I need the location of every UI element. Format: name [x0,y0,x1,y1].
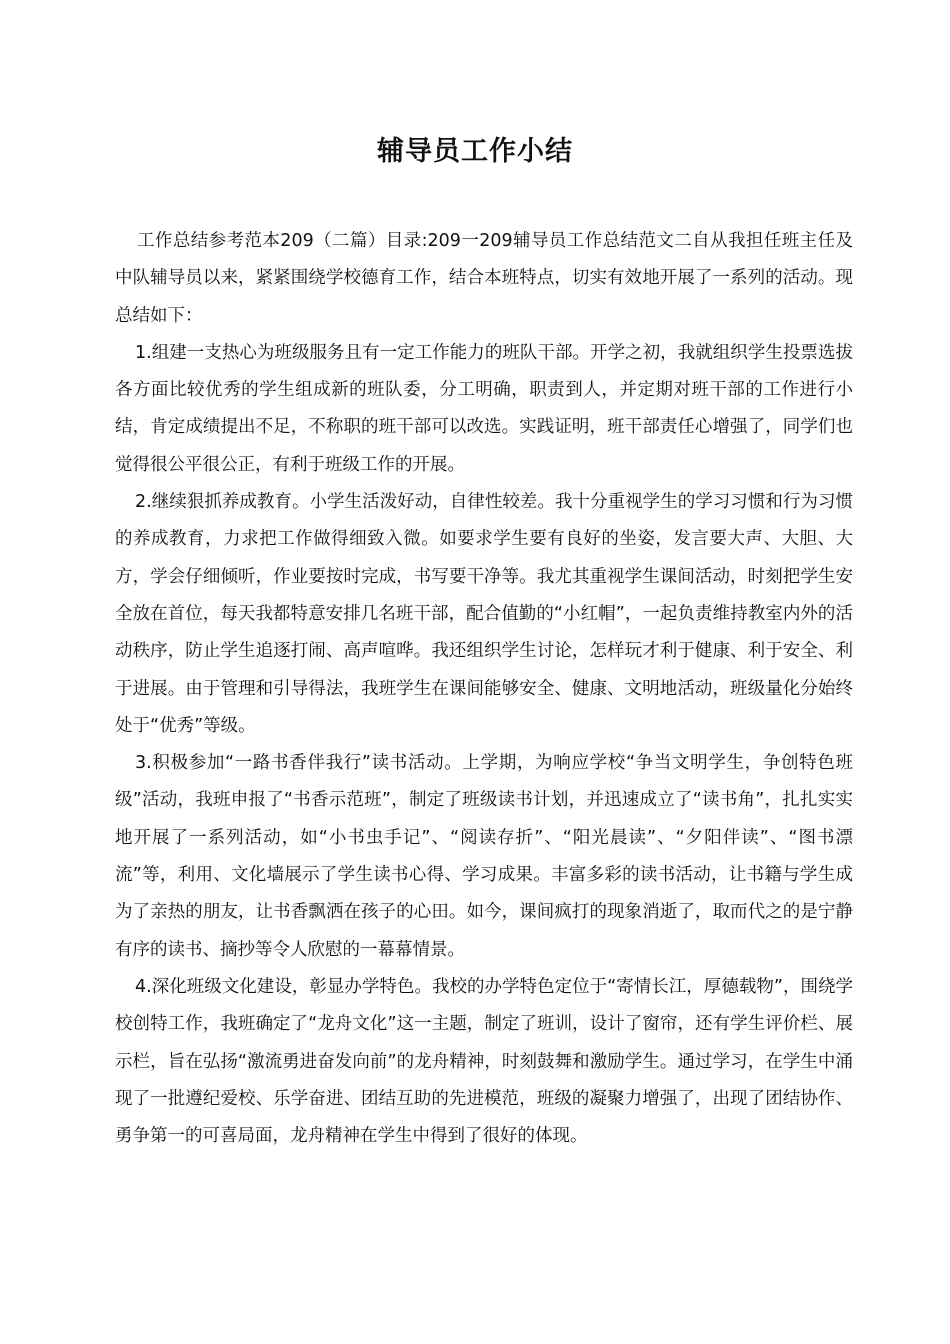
paragraph-intro: 工作总结参考范本209（二篇）目录:209一209辅导员工作总结范文二自从我担任班主任及中队辅导员以来，紧紧围绕学校德育工作，结合本班特点，切实有效地开展了一系列的活动。现总结如下： [115,231,853,326]
document-title: 辅导员工作小结 [377,136,573,167]
paragraph-item-4: 4.深化班级文化建设，彰显办学特色。我校的办学特色定位于“寄情长江，厚德载物”，围绕学校创特工作，我班确定了“龙舟文化”这一主题，制定了班训，设计了窗帘，还有学生评价栏、展示栏，旨在弘扬“激流勇进奋发向前”的龙舟精神，时刻鼓舞和激励学生。通过学习，在学生中涌现了一批遵纪爱校、乐学奋进、团结互助的先进模范，班级的凝聚力增强了，出现了团结协作、勇争第一的可喜局面，龙舟精神在学生中得到了很好的体现。 [115,976,853,1147]
document-body [115,223,853,1155]
paragraph-item-1: 1.组建一支热心为班级服务且有一定工作能力的班队干部。开学之初，我就组织学生投票选拔各方面比较优秀的学生组成新的班队委，分工明确，职责到人，并定期对班干部的工作进行小结，肯定成绩提出不足，不称职的班干部可以改选。实践证明，班干部责任心增强了，同学们也觉得很公平很公正，有利于班级工作的开展。 [115,342,853,475]
paragraph-item-2: 2.继续狠抓养成教育。小学生活泼好动，自律性较差。我十分重视学生的学习习惯和行为习惯的养成教育，力求把工作做得细致入微。如要求学生要有良好的坐姿，发言要大声、大胆、大方，学会仔细倾听，作业要按时完成，书写要干净等。我尤其重视学生课间活动，时刻把学生安全放在首位，每天我都特意安排几名班干部，配合值勤的“小红帽”，一起负责维持教室内外的活动秩序，防止学生追逐打闹、高声喧哗。我还组织学生讨论，怎样玩才利于健康、利于安全、利于进展。由于管理和引导得法，我班学生在课间能够安全、健康、文明地活动，班级量化分始终处于“优秀”等级。 [115,492,853,736]
paragraph-item-3: 3.积极参加“一路书香伴我行”读书活动。上学期，为响应学校“争当文明学生，争创特色班级”活动，我班申报了“书香示范班”，制定了班级读书计划，并迅速成立了“读书角”，扎扎实实地开展了一系列活动，如“小书虫手记”、“阅读存折”、“阳光晨读”、“夕阳伴读”、“图书漂流”等，利用、文化墙展示了学生读书心得、学习成果。丰富多彩的读书活动，让书籍与学生成为了亲热的朋友，让书香飘洒在孩子的心田。如今，课间疯打的现象消逝了，取而代之的是宁静有序的读书、摘抄等令人欣慰的一幕幕情景。 [115,753,853,960]
